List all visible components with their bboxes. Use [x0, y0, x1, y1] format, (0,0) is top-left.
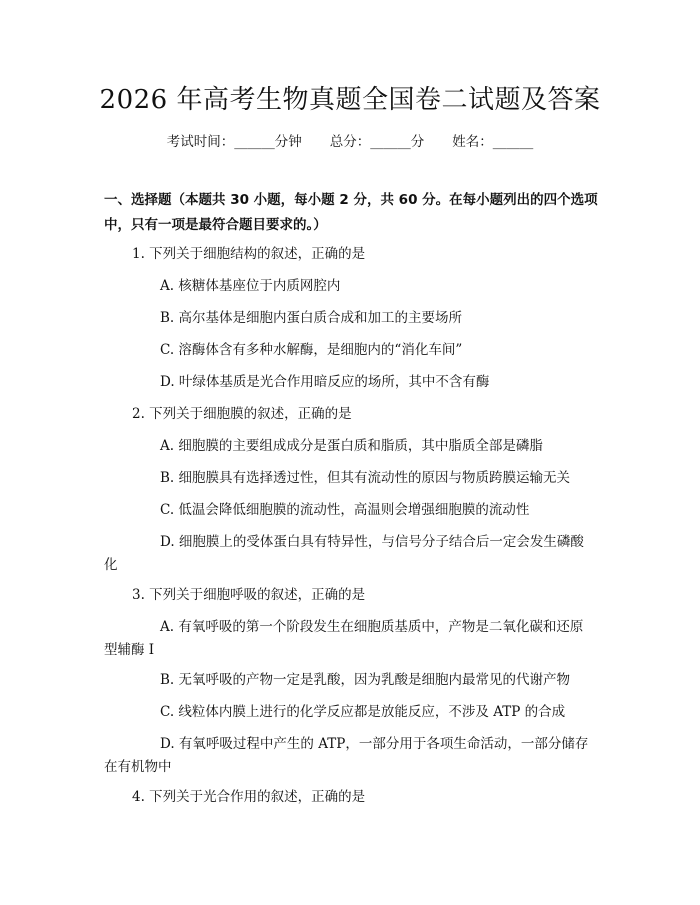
option-b: B. 无氧呼吸的产物一定是乳酸，因为乳酸是细胞内最常见的代谢产物 [160, 672, 571, 688]
option-d-continuation: 化 [104, 557, 118, 573]
option-d-continuation: 在有机物中 [104, 759, 172, 775]
total-score-field: 总分：______分 [329, 134, 425, 150]
option-b: B. 细胞膜具有选择透过性，但其有流动性的原因与物质跨膜运输无关 [160, 470, 571, 486]
option-a: A. 细胞膜的主要组成成分是蛋白质和脂质，其中脂质全部是磷脂 [160, 438, 543, 454]
option-a: A. 核糖体基座位于内质网腔内 [160, 278, 341, 294]
option-c: C. 线粒体内膜上进行的化学反应都是放能反应，不涉及 ATP 的合成 [160, 704, 566, 720]
question-stem: 2. 下列关于细胞膜的叙述，正确的是 [132, 406, 352, 422]
option-c: C. 低温会降低细胞膜的流动性，高温则会增强细胞膜的流动性 [160, 502, 530, 518]
question-stem: 4. 下列关于光合作用的叙述，正确的是 [132, 789, 366, 805]
section-heading: 一、选择题（本题共 30 小题，每小题 2 分，共 60 分。在每小题列出的四个选项中，只有一项是最符合题目要求的。） [104, 192, 598, 233]
option-b: B. 高尔基体是细胞内蛋白质合成和加工的主要场所 [160, 310, 463, 326]
question-stem: 1. 下列关于细胞结构的叙述，正确的是 [132, 246, 366, 262]
option-d: D. 细胞膜上的受体蛋白具有特异性，与信号分子结合后一定会发生磷酸 [160, 534, 584, 550]
name-field: 姓名：______ [452, 134, 534, 150]
option-a-continuation: 型辅酶 I [104, 642, 155, 658]
question-stem: 3. 下列关于细胞呼吸的叙述，正确的是 [132, 587, 366, 603]
option-c: C. 溶酶体含有多种水解酶，是细胞内的“消化车间” [160, 342, 463, 358]
exam-meta-line [0, 132, 700, 152]
option-d: D. 有氧呼吸过程中产生的 ATP，一部分用于各项生命活动，一部分储存 [160, 736, 589, 752]
exam-time-field: 考试时间：______分钟 [166, 134, 302, 150]
option-a: A. 有氧呼吸的第一个阶段发生在细胞质基质中，产物是二氧化碳和还原 [160, 619, 584, 635]
page-title: 2026 年高考生物真题全国卷二试题及答案 [99, 85, 601, 115]
option-d: D. 叶绿体基质是光合作用暗反应的场所，其中不含有酶 [160, 374, 490, 390]
